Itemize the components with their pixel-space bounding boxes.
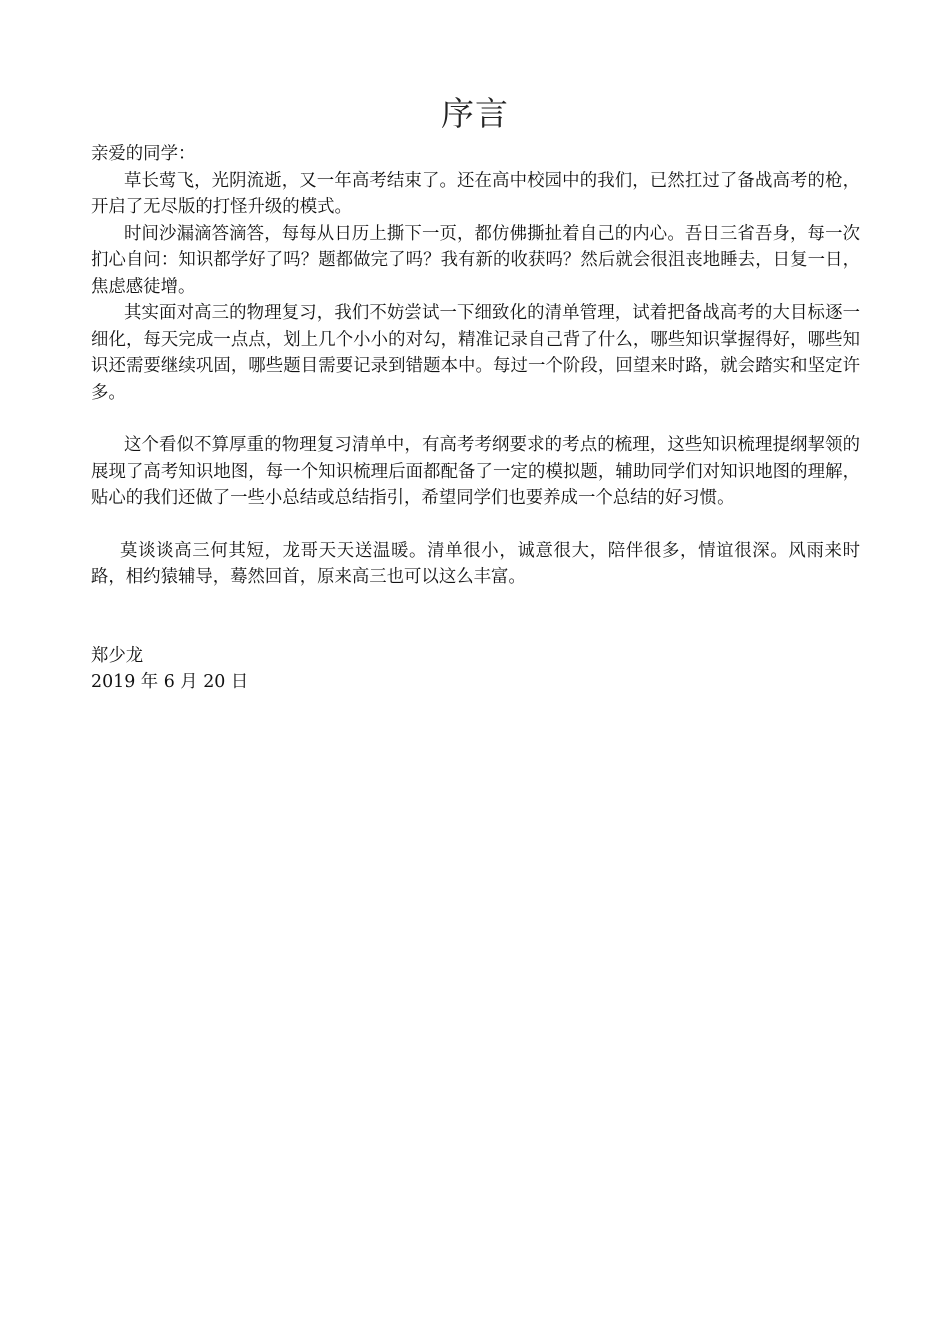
date: 2019 年 6 月 20 日 xyxy=(91,672,249,692)
page-title: 序言 xyxy=(441,94,509,133)
paragraph-1: 草长莺飞，光阴流逝，又一年高考结束了。还在高中校园中的我们，已然扛过了备战高考的枪，开启了无尽版的打怪升级的模式。 xyxy=(91,170,860,217)
paragraph-5: 莫谈谈高三何其短，龙哥天天送温暖。清单很小，诚意很大，陪伴很多，情谊很深。风雨来时路，相约猿辅导，蓦然回首，原来高三也可以这么丰富。 xyxy=(91,540,860,587)
letter-body xyxy=(91,141,860,696)
paragraph-3: 其实面对高三的物理复习，我们不妨尝试一下细致化的清单管理，试着把备战高考的大目标逐一细化，每天完成一点点，划上几个小小的对勾，精准记录自己背了什么，哪些知识掌握得好，哪些知识还需要继续巩固，哪些题目需要记录到错题本中。每过一个阶段，回望来时路，就会踏实和坚定许多。 xyxy=(91,303,860,403)
paragraph-4: 这个看似不算厚重的物理复习清单中，有高考考纲要求的考点的梳理，这些知识梳理提纲挈领的展现了高考知识地图，每一个知识梳理后面都配备了一定的模拟题，辅助同学们对知识地图的理解，贴心的我们还做了一些小总结或总结指引，希望同学们也要养成一个总结的好习惯。 xyxy=(91,435,860,508)
greeting: 亲爱的同学： xyxy=(91,144,196,164)
signature: 郑少龙 xyxy=(91,645,144,666)
paragraph-2: 时间沙漏滴答滴答，每每从日历上撕下一页，都仿佛撕扯着自己的内心。吾日三省吾身，每一次扪心自问：知识都学好了吗？题都做完了吗？我有新的收获吗？然后就会很沮丧地睡去，日复一日，焦虑感徒增。 xyxy=(91,223,860,297)
